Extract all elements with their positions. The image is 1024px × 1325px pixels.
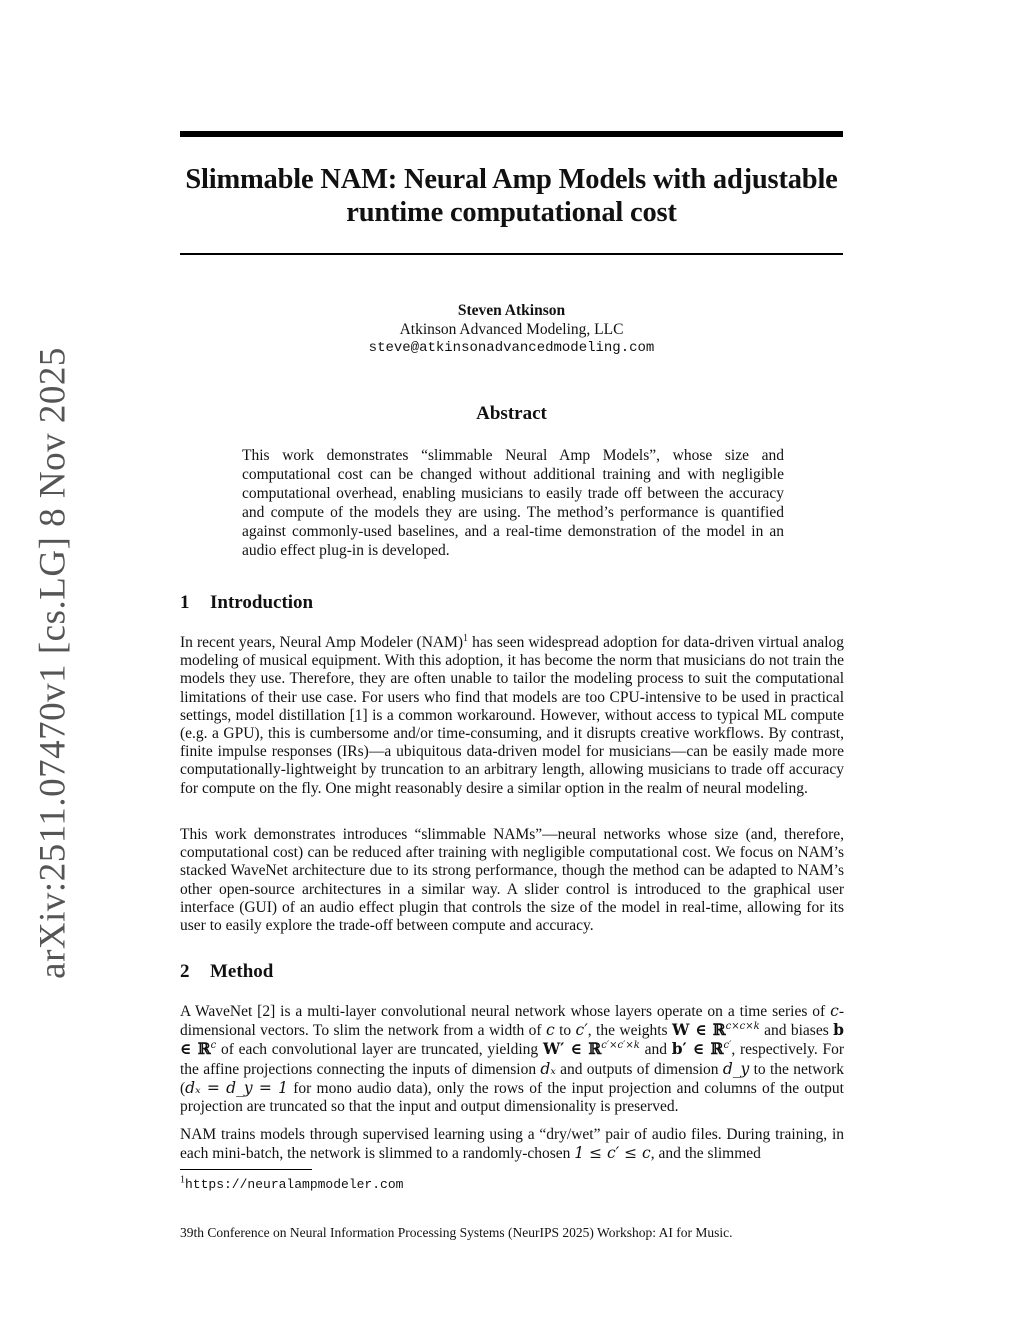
title-rule-bottom (180, 253, 843, 255)
section-title: Method (210, 961, 274, 982)
text-run: NAM trains models through supervised learning using a “dry/wet” pair of audio files. During training, in each mini-batch, the network is slimmed to a randomly-chosen (180, 1126, 844, 1163)
text-run: and biases (759, 1022, 834, 1040)
math-c: c (545, 1021, 555, 1040)
abstract-heading: Abstract (476, 403, 547, 424)
text-run: for mono audio data), only the rows of the input projection and columns of the output projection are truncated so that the input and output dimensionality is preserved. (180, 1079, 844, 1116)
intro-p1-text-a: In recent years, Neural Amp Modeler (NAM) (180, 634, 464, 651)
text-run: , respectively. For the affine projections connecting the inputs of dimension (180, 1041, 844, 1078)
abstract-text: This work demonstrates “slimmable Neural Amp Models”, whose size and computational cost can be changed without additional training and with negligible computational overhead, enabling musicians to easily trade off between the accuracy and compute of the models they are using. The method’s performance is quantified against commonly-used baselines, and a real-time demonstration of the model in an audio effect plug-in is developed. (242, 447, 784, 559)
text-run: -dimensional vectors. To slim the network from a width of (180, 1003, 844, 1040)
text-run: and outputs of dimension (555, 1060, 723, 1078)
author-affiliation: Atkinson Advanced Modeling, LLC (399, 321, 624, 338)
section-number: 1 (180, 592, 190, 613)
method-paragraph-2 (180, 1126, 844, 1163)
math-range: 1 ≤ c′ ≤ c (574, 1144, 651, 1163)
text-run: , the weights (587, 1022, 673, 1040)
footnote-ref[interactable]: 1 (463, 632, 469, 644)
math-c-prime: c′ (575, 1021, 588, 1040)
math-weights-slim: W′ ∈ ℝ (542, 1039, 602, 1059)
footnote-mark: 1 (180, 1174, 185, 1186)
section-heading-method (180, 961, 273, 983)
math-weights-dim: c×c×k (725, 1021, 760, 1033)
intro-paragraph-2: This work demonstrates introduces “slimmable NAMs”—neural networks whose size (and, therefore, computational cost) can be reduced after training with negligible computational cost. We focus on NAM’s stacked WaveNet architecture due to its strong performance, though the method can be adapted to NAM’s other open-source architectures in a similar way. A slider control is introduced to the graphical user interface (GUI) of an audio effect plugin that controls the size of the model in real-time, allowing for its user to easily explore the trade-off between compute and accuracy. (180, 826, 844, 935)
footnote-url[interactable]: https://neuralampmodeler.com (185, 1177, 404, 1192)
text-run: to (554, 1022, 576, 1040)
method-paragraph-1 (180, 1002, 844, 1116)
math-dx: dₓ (540, 1059, 556, 1078)
text-run: of each convolutional layer are truncated, yielding (216, 1041, 543, 1059)
footnote-rule (180, 1169, 312, 1170)
math-biases-slim-dim: c′ (723, 1040, 732, 1052)
math-dy: d_y (722, 1059, 750, 1078)
text-run: and (639, 1041, 672, 1059)
math-weights-slim-dim: c′×c′×k (601, 1040, 640, 1052)
math-biases-dim: c (210, 1040, 217, 1052)
intro-p1-text-b: has seen widespread adoption for data-driven virtual analog modeling of musical equipment. With this adoption, it has become the norm that musicians do not train the models they use. Therefore, they are often unable to tailor the modeling process to suit the computational limitations of their use case. For users who find that models are too CPU-intensive to be used in practical settings, model distillation [1] is a common workaround. However, without access to typical ML compute (e.g. a GPU), this is cumbersome and/or time-consuming, and it disrupts creative workflows. By contrast, finite impulse responses (IRs)—a ubiquitous data-driven model for musicians—can be easily made more computationally-lightweight by truncation to an arbitrary length, allowing musicians to trade off accuracy for compute on the fly. One might reasonably desire a similar option in the realm of neural modeling. (180, 634, 844, 797)
math-weights: W ∈ ℝ (672, 1020, 726, 1040)
text-run: A WaveNet [2] is a multi-layer convolutional neural network whose layers operate on a time series of (180, 1003, 831, 1020)
section-number: 2 (180, 961, 190, 982)
math-biases-slim: b′ ∈ ℝ (671, 1039, 724, 1059)
author-name: Steven Atkinson (457, 302, 566, 319)
title-rule-top (180, 131, 843, 137)
math-biases: b ∈ ℝ (180, 1020, 844, 1059)
arxiv-identifier: arXiv:2511.07470v1 [cs.LG] 8 Nov 2025 (32, 347, 74, 979)
author-email[interactable]: steve@atkinsonadvancedmodeling.com (368, 340, 655, 356)
text-run: , and the slimmed (650, 1145, 761, 1163)
text-run: to the network ( (180, 1060, 844, 1097)
author-block (180, 301, 843, 358)
paper-title: Slimmable NAM: Neural Amp Models with adjustable runtime computational cost (185, 164, 838, 228)
venue-footer: 39th Conference on Neural Information Processing Systems (NeurIPS 2025) Workshop: AI for Music. (180, 1225, 733, 1240)
section-heading-introduction (180, 592, 313, 614)
section-title: Introduction (210, 592, 314, 613)
intro-paragraph-1 (180, 634, 844, 798)
math-c: c (830, 1002, 839, 1020)
footnote (180, 1176, 403, 1192)
math-dx-dy: dₓ = d_y = 1 (185, 1078, 289, 1097)
